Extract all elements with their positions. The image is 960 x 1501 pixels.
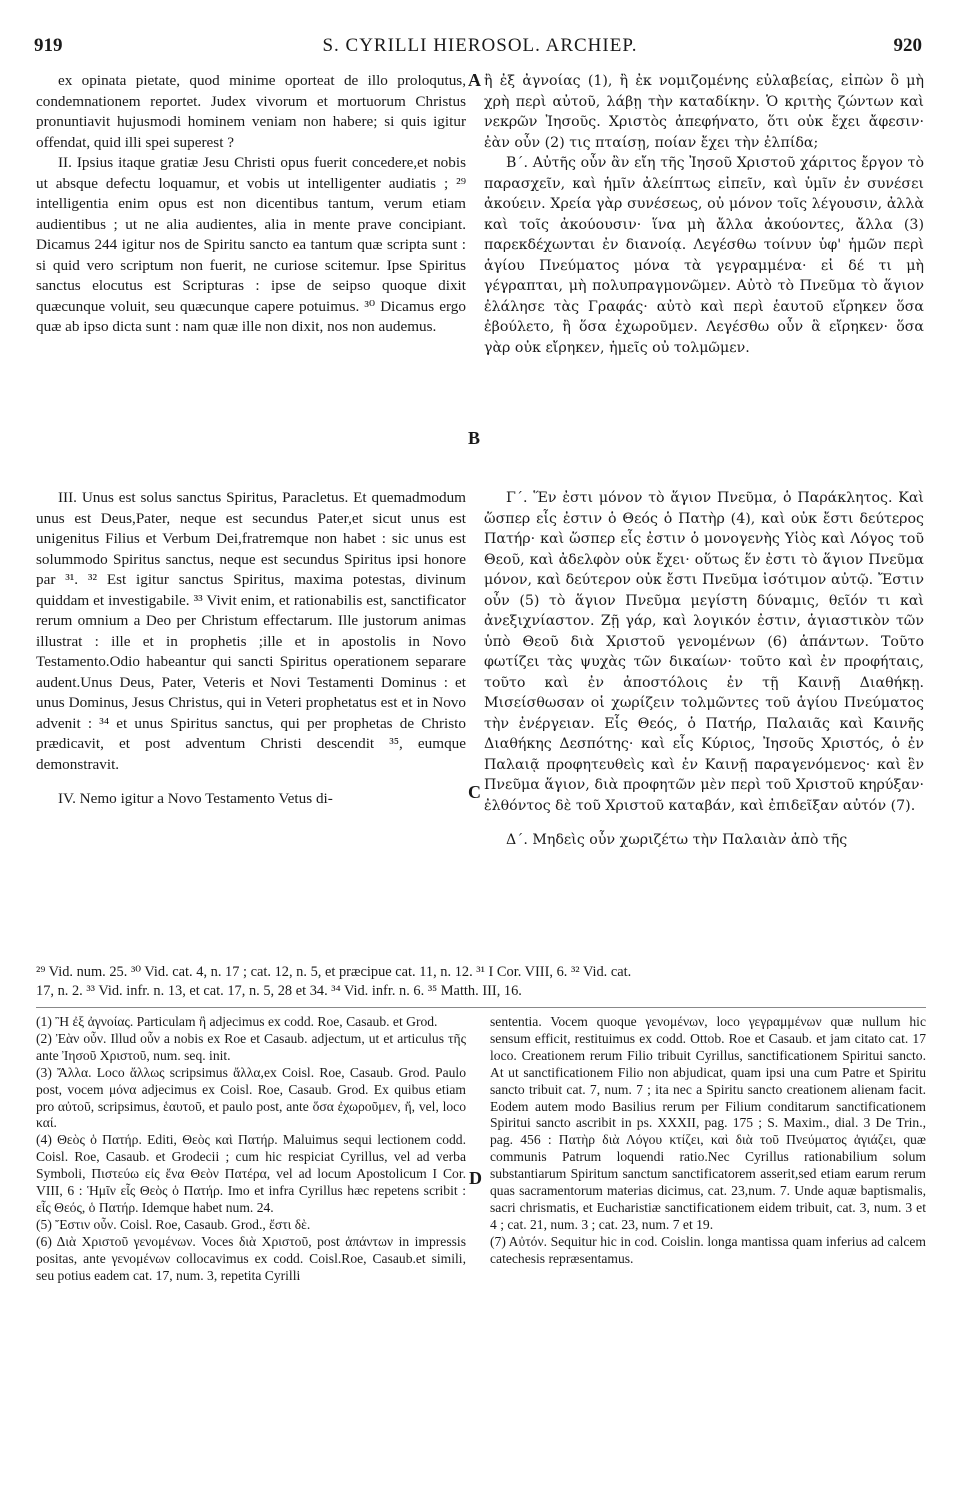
margin-marker-b: B (468, 428, 481, 448)
latin-paragraph-4: IV. Nemo igitur a Novo Testamento Vetus di- (58, 790, 333, 807)
note-item: (7) Αὐτόν. Sequitur hic in cod. Coislin. longa mantissa quam inferius ad calcem catechesis repræsentamus. (490, 1233, 926, 1266)
notes-left-column (36, 1014, 466, 1285)
notes-right-column (490, 1014, 926, 1268)
margin-marker-d: D (469, 1168, 482, 1188)
greek-column (484, 71, 924, 358)
note-item: (6) Διὰ Χριστοῦ γενομένων. Voces διὰ Χριστοῦ, post ἁπάντων in impressis positas, ante γενομένων collocavimus ex codd. Coisl.Roe, Casaub.et simili, seu potius eadem cat. 17, num. 3, repetita Cyrilli (36, 1233, 466, 1283)
note-item: (2) Ἐὰν οὖν. Illud οὖν a nobis ex Roe et Casaub. adjectum, ut et articulus τῆς ante Ἰησοῦ Χριστοῦ, num. seq. init. (36, 1030, 466, 1063)
footnote-divider (36, 1007, 926, 1008)
latin-paragraph-2: II. Ipsius itaque gratiæ Jesu Christi opus fuerit concedere,et nobis ut absque defectu loquamur, et vobis ut intelligenter audiatis ; ²⁹ intelligentia enim opus est non dicentibus tantum, verum etiam audientibus ; ut ne alia audientes, alia in mente prave concipiant. Dicamus 244 igitur nos de Spiritu sancto ea tantum quæ scripta sunt : si quid vero scriptum non fuerit, ne curiose scitemur. Ipse Spiritus sanctus elocutus est Scripturas : ipse de seipso quoque dixit quæcunque voluit, seu quæcunque capere potuimus. ³⁰ Dicamus ergo quæ ab ipso dicta sunt : nam quæ ille non dixit, nos non audemus. (36, 154, 466, 335)
page-number-left: 919 (34, 35, 63, 56)
greek-column-section-3 (484, 488, 924, 851)
note-item: (3) Ἄλλα. Loco ἄλλως scripsimus ἄλλα,ex Coisl. Roe, Casaub. Grod. Paulo post, vocem μόνα adjecimus ex Coisl. Roe, Casaub. Grod. Ex quibus etiam pro αὐτοῦ, scripsimus, ἑαυτοῦ, et paulo post, ante ὅσα ἐχωροῦμεν, ἤ, vel, loco καί. (36, 1064, 466, 1131)
note-item: (4) Θεὸς ὁ Πατήρ. Editi, Θεὸς καὶ Πατήρ. Maluimus sequi lectionem codd. Coisl. Roe, Casaub. et Grodecii ; cum hic respiciat Cyrillus, vel ad verba Symboli, Πιστεύω εἰς ἕνα Θεὸν Πατέρα, vel ad locum Apostolicum I Cor. VIII, 6 : Ἡμῖν εἷς Θεὸς ὁ Πατήρ. Imo et infra Cyrillus hæc repetens scribit : εἷς Θεός, ὁ Πατήρ. Idemque habet num. 24. (36, 1132, 466, 1215)
greek-paragraph-4: Δ΄. Μηδεὶς οὖν χωριζέτω τὴν Παλαιὰν ἀπὸ τῆς (506, 832, 848, 848)
latin-paragraph-3: III. Unus est solus sanctus Spiritus, Paracletus. Et quemadmodum unus est Deus,Pater, neque est secundus Pater,et sicut unus est unigenitus Filius et Verbum Dei,fratremque non habet : sic unus est solummodo Spiritus sanctus, neque est secundus Spiritus ipsi honore par ³¹. ³² Est igitur sanctus Spiritus, maxima potestas, divinum quiddam et investigabile. ³³ Vivit enim, et rationabilis est, sanctificator rerum omnium a Deo per Christum effectarum. Ille justorum animas illustrat : ille et in prophetis ;ille et in apostolis in Novo Testamento.Odio habeantur qui sancti Spiritus operationem separare audent.Unus Deus, Pater, Veteris et Novi Testamenti Dominus : et unus Dominus, Jesus Christus, qui in Veteri prophetatus est et in Novo advenit : ³⁴ et unus Spiritus sanctus, qui per prophetas de Christo prædicavit, et post adventum Christi descendit ³⁵, eumque demonstravit. (36, 489, 466, 773)
note-item: sententia. Vocem quoque γενομένων, loco γεγραμμένων quæ nullum hic sensum efficit, restituimus ex codd. Ottob. Roe et Casaub. et jam citato cat. 17 loco. Creationem rerum Filio tribuit Cyrillus, sanctificationem Spiritui sancto. At ut sanctificationem Filio non abjudicat, quam ipsi una cum Patre et Spiritu sancto tribuit cat. 7, num. 7 ; ita nec a Spiritu sancto creationem alienam facit. Eodem autem modo Basilius rerum per Filium conditarum sanctificationem Spiritui sancto ascribit in ps. XXXII, pag. 175 ; S. Maxim., dial. 3 De Trin., pag. 456 : Πατὴρ διὰ Λόγου κτίζει, καὶ διὰ τοῦ Πνεύματος ἁγιάζει, quæ communis Patrum loquendi ratio.Nec Cyrillus rationabilium solum substantiarum Spiritum sanctum sanctificatorem asserit,sed etiam earum rerum quas sacramentorum materias dicimus, cat. 23,num. 7. Unde aquæ baptismalis, sacri chrismatis, et Eucharistiæ sanctificationem eidem tribuit, cat. 3, num. 3 et 4 ; cat. 21, num. 3 ; cat. 23, num. 7 et 19. (490, 1014, 926, 1232)
latin-column (36, 71, 466, 338)
reference-line-1: ²⁹ Vid. num. 25. ³⁰ Vid. cat. 4, n. 17 ; cat. 12, n. 5, et præcipue cat. 11, n. 12. ³¹ I Cor. VIII, 6. ³² Vid. cat. (36, 964, 632, 980)
greek-paragraph-1: ἢ ἐξ ἀγνοίας (1), ἢ ἐκ νομιζομένης εὐλαβείας, εἰπὼν ὃ μὴ χρὴ περὶ αὐτοῦ, λάβῃ τὴν καταδίκην. Ὁ κριτὴς ζώντων καὶ νεκρῶν Ἰησοῦς. Χριστὸς ἀπεφήνατο, ὅτι οὐκ ἔχει ἄφεσιν· ἐὰν οὖν (2) τις πταίσῃ, ποίαν ἔχει τὴν ἐλπίδα; (484, 73, 924, 151)
note-item: (5) Ἔστιν οὖν. Coisl. Roe, Casaub. Grod., ἔστι δὲ. (36, 1216, 311, 1232)
page-number-right: 920 (893, 35, 922, 56)
greek-paragraph-3: Γ΄. Ἕν ἐστι μόνον τὸ ἅγιον Πνεῦμα, ὁ Παράκλητος. Καὶ ὥσπερ εἷς ἐστιν ὁ Θεός ὁ Πατὴρ (4), καὶ οὐκ ἔστι δεύτερος Πατήρ· καὶ ὥσπερ εἷς ἐστιν ὁ μονογενὴς Υἱὸς καὶ Λόγος τοῦ Θεοῦ, καὶ ἀδελφὸν οὐκ ἔχει· οὕτως ἕν ἐστι τὸ ἅγιον Πνεῦμα μόνον, καὶ δεύτερον οὐκ ἔστι Πνεῦμα ἰσότιμον αὐτῷ. Ἔστιν οὖν (5) τὸ ἅγιον Πνεῦμα μεγίστη δύναμις, θεῖόν τι καὶ ἀνεξιχνίαστον. Ζῇ γάρ, καὶ λογικόν ἐστιν, ἁγιαστικὸν τῶν ὑπὸ Θεοῦ διὰ Χριστοῦ γενομένων (6) ἁπάντων. Τοῦτο φωτίζει τὰς ψυχὰς τῶν δικαίων· τοῦτο καὶ ἐν προφήταις, τοῦτο καὶ ἐν ἀποστόλοις ἐν τῇ Καινῇ Διαθήκῃ. Μισείσθωσαν οἱ χωρίζειν τολμῶντες τοῦ ἁγίου Πνεύματος τὴν ἐνέργειαν. Εἷς Θεός, ὁ Πατήρ, Παλαιᾶς καὶ Καινῆς Διαθήκης Δεσπότης· καὶ εἷς Κύριος, Ἰησοῦς Χριστός, ὁ ἐν Παλαιᾷ προφητευθεὶς καὶ ἐν Καινῇ παραγενόμενος· καὶ ἓν Πνεῦμα ἅγιον, διὰ προφητῶν μὲν περὶ τοῦ Χριστοῦ κηρύξαν· ἐλθόντος δὲ τοῦ Χριστοῦ καταβάν, καὶ ἐπιδεῖξαν αὐτόν (7). (484, 490, 924, 814)
latin-paragraph-1: ex opinata pietate, quod minime oporteat de illo proloqutus, condemnationem reportet. Judex vivorum et mortuorum Christus pronuntiavit hujusmodi hominem veniam non habere; si quis igitur offendat, quid illi spei superest ? (36, 72, 466, 151)
latin-column-section-3 (36, 488, 466, 810)
running-title: S. CYRILLI HIEROSOL. ARCHIEP. (322, 35, 638, 56)
note-item: (1) Ἢ ἐξ ἀγνοίας. Particulam ἢ adjecimus ex codd. Roe, Casaub. et Grod. (36, 1014, 438, 1029)
margin-marker-c: C (468, 782, 481, 802)
reference-line-2: 17, n. 2. ³³ Vid. infr. n. 13, et cat. 17, n. 5, 28 et 34. ³⁴ Vid. infr. n. 6. ³⁵ Matth. III, 16. (36, 983, 522, 999)
margin-marker-a: A (468, 70, 481, 90)
greek-paragraph-2: Β΄. Αὐτῆς οὖν ἂν εἴη τῆς Ἰησοῦ Χριστοῦ χάριτος ἔργον τὸ παρασχεῖν, καὶ ἡμῖν ἀλείπτως εἰπεῖν, καὶ ὑμῖν ἐν συνέσει ἀκούειν. Χρεία γὰρ συνέσεως, οὐ μόνον τοῖς λέγουσιν, ἀλλὰ καὶ τοῖς ἀκούουσιν· ἵνα μὴ ἄλλα ἀκούοντες, ἄλλα (3) παρεκδέχωνται ἐν διανοίᾳ. Λεγέσθω τοίνυν ὑφ' ἡμῶν περὶ ἁγίου Πνεύματος μόνα τὰ γεγραμμένα· εἰ δέ τι μὴ γέγραπται, μὴ πολυπραγμονῶμεν. Αὐτὸ τὸ Πνεῦμα τὸ ἅγιον ἐλάλησε τὰς Γραφάς· αὐτὸ καὶ περὶ ἑαυτοῦ εἴρηκεν ὅσα ἐβούλετο, ἢ ὅσα ἐχωροῦμεν. Λεγέσθω οὖν ἃ εἴρηκεν· ὅσα γὰρ οὐκ εἴρηκεν, ἡμεῖς οὐ τολμῶμεν. (484, 155, 924, 356)
